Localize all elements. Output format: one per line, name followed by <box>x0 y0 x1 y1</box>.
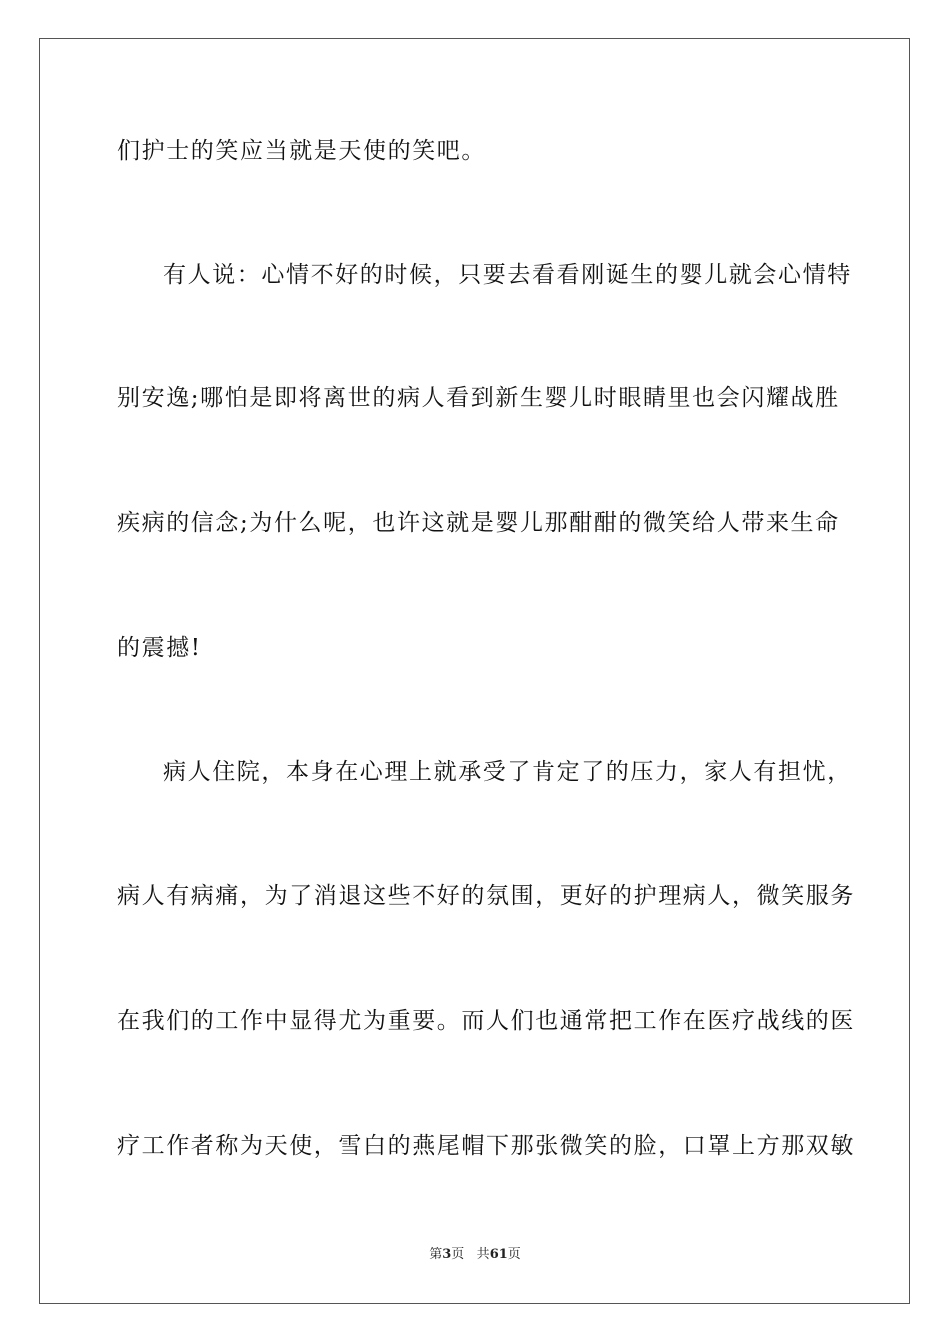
page-total: 61 <box>489 1247 508 1262</box>
text-line: 病人有病痛，为了消退这些不好的氛围，更好的护理病人，微笑服务 <box>117 883 855 909</box>
total-prefix: 共 <box>476 1247 490 1262</box>
text-line: 别安逸;哪怕是即将离世的病人看到新生婴儿时眼睛里也会闪耀战胜 <box>117 385 840 411</box>
page-footer <box>0 1246 950 1264</box>
text-line: 在我们的工作中显得尤为重要。而人们也通常把工作在医疗战线的医 <box>117 1008 855 1034</box>
text-line: 们护士的笑应当就是天使的笑吧。 <box>117 138 486 164</box>
page-prefix: 第 <box>429 1247 443 1262</box>
total-suffix: 页 <box>507 1247 521 1262</box>
text-line: 疾病的信念;为什么呢，也许这就是婴儿那酣酣的微笑给人带来生命 <box>117 510 840 536</box>
page-suffix: 页 <box>451 1247 465 1262</box>
text-line: 的震撼! <box>117 635 202 661</box>
text-line: 疗工作者称为天使，雪白的燕尾帽下那张微笑的脸，口罩上方那双敏 <box>117 1133 855 1159</box>
text-line: 有人说：心情不好的时候，只要去看看刚诞生的婴儿就会心情特 <box>163 262 852 288</box>
text-line: 病人住院，本身在心理上就承受了肯定了的压力，家人有担忧， <box>163 759 852 785</box>
page-border <box>39 38 910 1304</box>
page-number: 3 <box>442 1247 452 1262</box>
